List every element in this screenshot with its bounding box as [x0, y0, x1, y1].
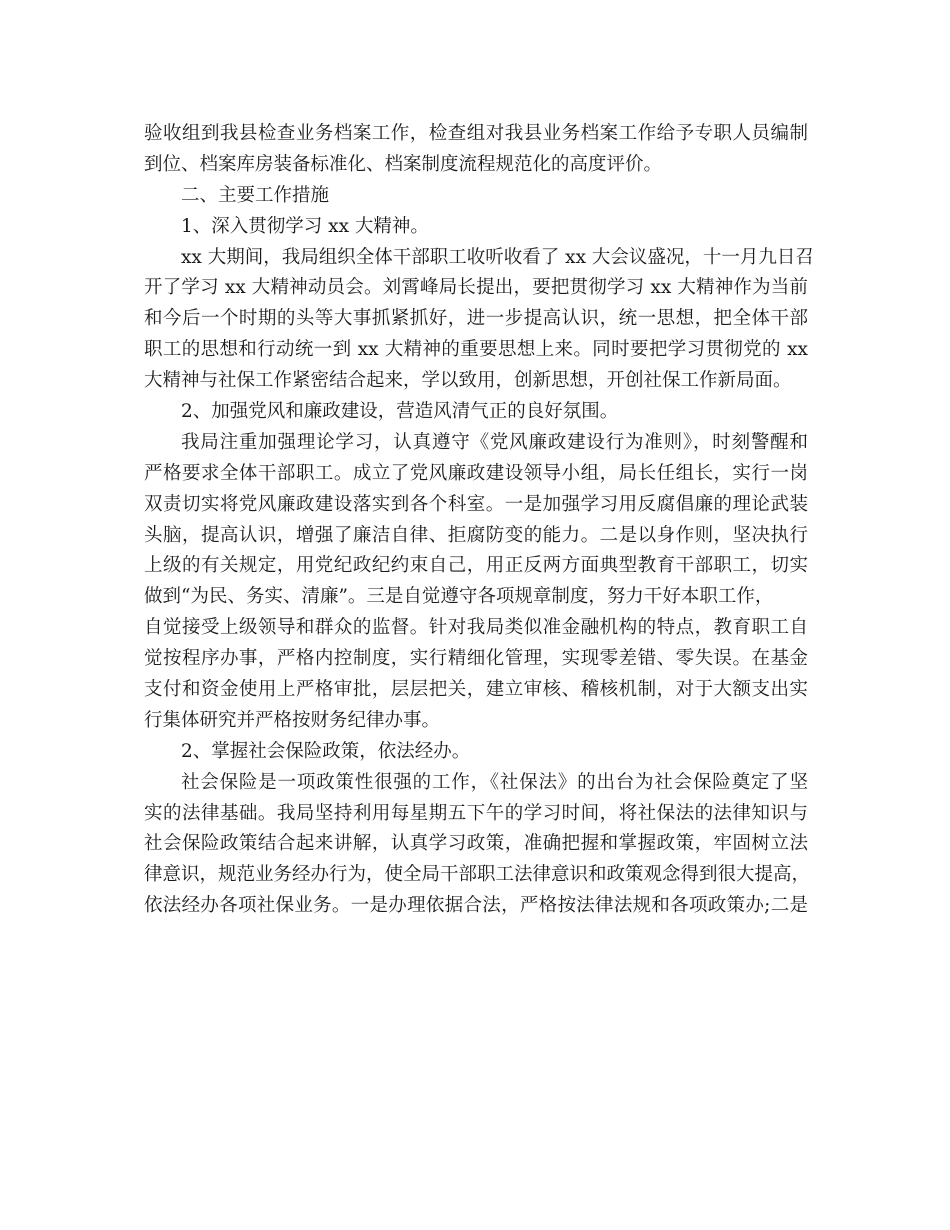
paragraph-line: 上级的有关规定，用党纪政纪约束自己，用正反两方面典型教育干部职工，切实	[144, 555, 808, 577]
paragraph-line: 双责切实将党风廉政建设落实到各个科室。一是加强学习用反腐倡廉的理论武装	[144, 493, 808, 515]
paragraph-line: 到位、档案库房装备标准化、档案制度流程规范化的高度评价。	[144, 153, 663, 175]
subsection-heading: 2、掌握社会保险政策，依法经办。	[181, 740, 471, 762]
paragraph-line: 自觉接受上级领导和群众的监督。针对我局类似准金融机构的特点，教育职工自	[144, 617, 808, 639]
paragraph-line: 支付和资金使用上严格审批，层层把关，建立审核、稽核机制，对于大额支出实	[144, 679, 808, 701]
subsection-heading: 2、加强党风和廉政建设，营造风清气正的良好氛围。	[181, 401, 619, 423]
paragraph-line: 我局注重加强理论学习，认真遵守《党风廉政建设行为准则》，时刻警醒和	[181, 431, 808, 453]
paragraph-line: 大精神与社保工作紧密结合起来，学以致用，创新思想，开创社保工作新局面。	[144, 370, 792, 392]
paragraph-line: 觉按程序办事，严格内控制度，实行精细化管理，实现零差错、零失误。在基金	[144, 648, 808, 670]
paragraph-line: 社会保险政策结合起来讲解，认真学习政策，准确把握和掌握政策，牢固树立法	[144, 833, 808, 855]
document-body	[144, 119, 814, 922]
subsection-heading: 1、深入贯彻学习 xx 大精神。	[181, 215, 429, 237]
paragraph-line: 头脑，提高认识，增强了廉洁自律、拒腐防变的能力。二是以身作则，坚决执行	[144, 524, 808, 546]
paragraph-line: 职工的思想和行动统一到 xx 大精神的重要思想上来。同时要把学习贯彻党的 xx	[144, 339, 808, 361]
paragraph-line: 依法经办各项社保业务。一是办理依据合法，严格按法律法规和各项政策办;二是	[144, 895, 808, 917]
paragraph-line: 行集体研究并严格按财务纪律办事。	[144, 709, 441, 731]
paragraph-line: xx 大期间，我局组织全体干部职工收听收看了 xx 大会议盛况，十一月九日召	[181, 246, 814, 268]
paragraph-line: 验收组到我县检查业务档案工作，检查组对我县业务档案工作给予专职人员编制	[144, 123, 808, 144]
paragraph-line: 社会保险是一项政策性很强的工作，《社保法》的出台为社会保险奠定了坚	[181, 771, 808, 793]
paragraph-line: 做到“为民、务实、清廉”。三是自觉遵守各项规章制度，努力干好本职工作，	[144, 586, 774, 608]
paragraph-line: 律意识，规范业务经办行为，使全局干部职工法律意识和政策观念得到很大提高，	[144, 864, 811, 886]
paragraph-line: 开了学习 xx 大精神动员会。刘霄峰局长提出，要把贯彻学习 xx 大精神作为当前	[144, 277, 808, 299]
paragraph-line: 和今后一个时期的头等大事抓紧抓好，进一步提高认识，统一思想，把全体干部	[144, 308, 808, 330]
section-heading: 二、主要工作措施	[181, 184, 330, 206]
paragraph-line: 严格要求全体干部职工。成立了党风廉政建设领导小组，局长任组长，实行一岗	[144, 462, 808, 484]
paragraph-line: 实的法律基础。我局坚持利用每星期五下午的学习时间，将社保法的法律知识与	[144, 802, 808, 824]
